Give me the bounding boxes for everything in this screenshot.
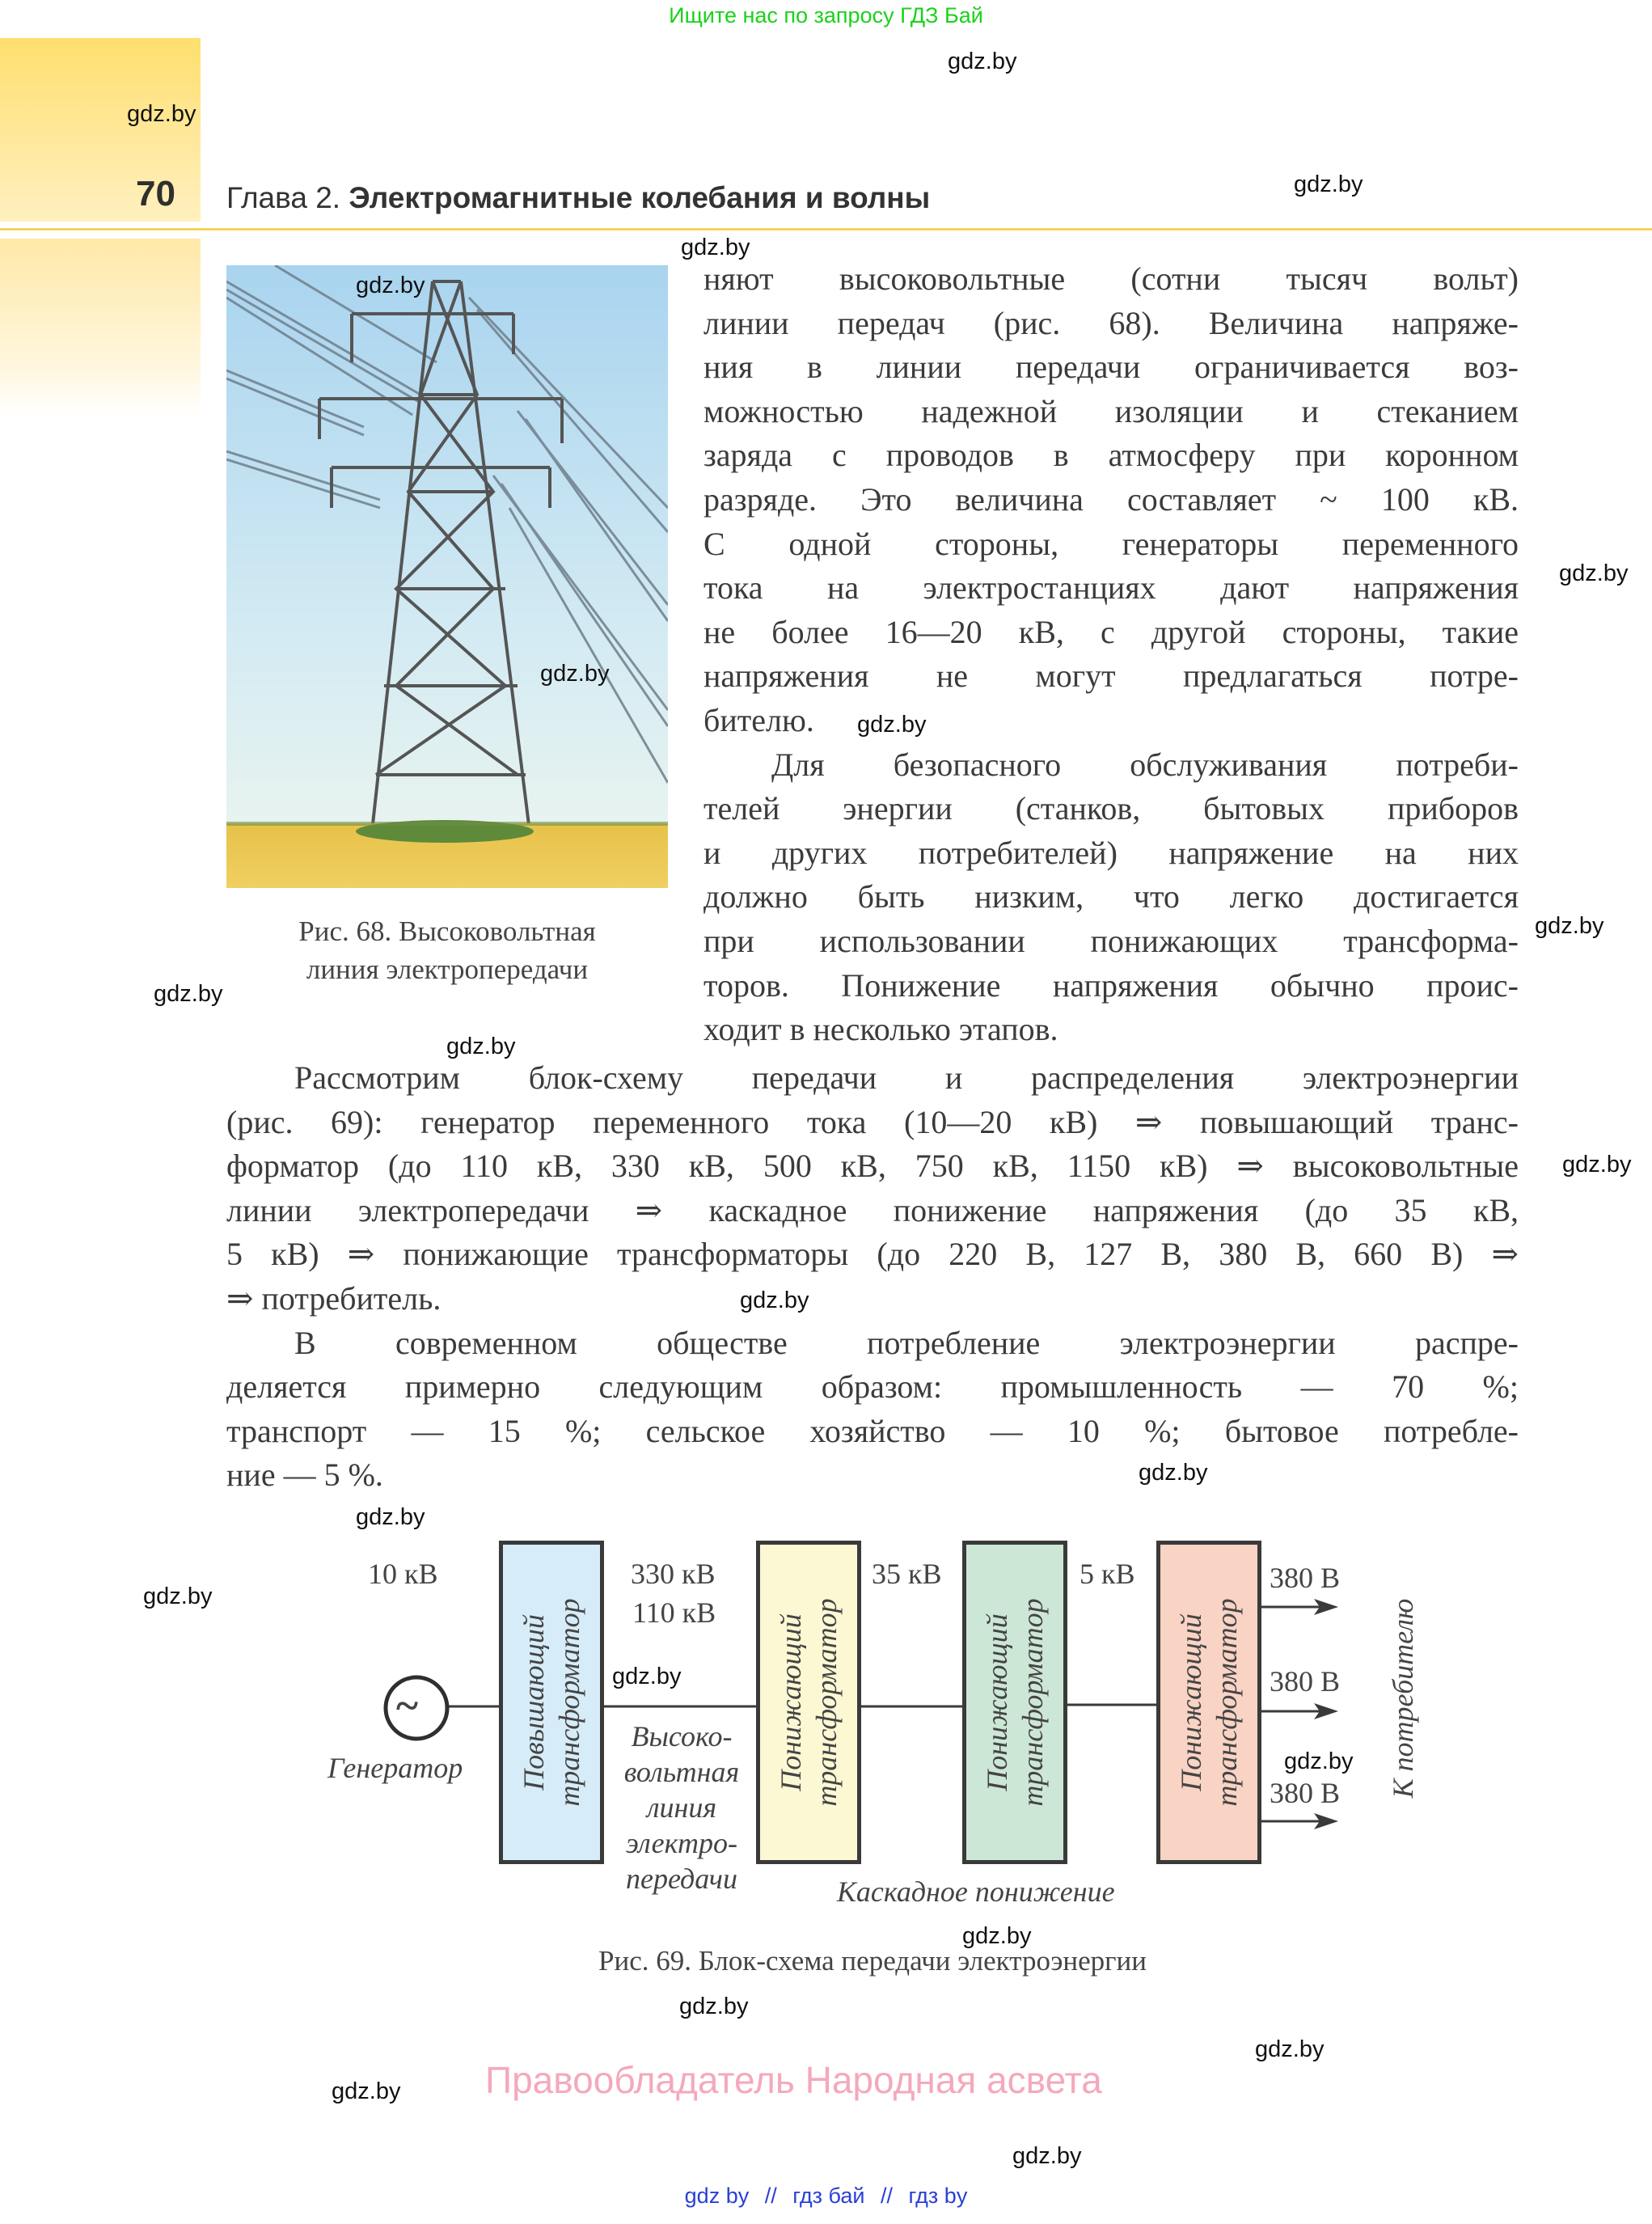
step-up-transformer-box	[499, 1541, 604, 1864]
watermark: gdz.by	[681, 235, 750, 260]
text-line: ходит в несколько этапов.	[703, 1011, 1058, 1048]
text-line: бителю.	[703, 701, 814, 738]
text-line: ⇒ потребитель.	[226, 1279, 442, 1317]
output-voltage-3: 380 В	[1270, 1777, 1341, 1809]
text-line: Для безопасного обслуживания потреби-	[771, 746, 1519, 783]
margin-accent-strip	[0, 239, 201, 416]
watermark: gdz.by	[740, 1287, 809, 1313]
text-line: тока на электростанциях дают напряжения	[703, 569, 1519, 607]
watermark: gdz.by	[127, 101, 196, 127]
text-line: няют высоковольтные (сотни тысяч вольт)	[703, 260, 1519, 297]
text-line: В современном обществе потребление электроэнергии распре-	[294, 1324, 1519, 1361]
page-number: 70	[136, 174, 175, 214]
watermark: gdz.by	[1562, 1152, 1632, 1178]
watermark: gdz.by	[962, 1923, 1032, 1949]
watermark: gdz.by	[1255, 2036, 1325, 2062]
link-separator: //	[881, 2184, 894, 2208]
voltage-5kv: 5 кВ	[1080, 1558, 1135, 1590]
watermark: gdz.by	[1139, 1460, 1208, 1486]
text-line: торов. Понижение напряжения обычно проис-	[703, 966, 1519, 1004]
text-line: Рассмотрим блок-схему передачи и распределения электроэнергии	[294, 1059, 1519, 1096]
watermark: gdz.by	[1284, 1748, 1354, 1774]
step-down-transformer-3-box	[1156, 1541, 1261, 1864]
watermark: gdz.by	[446, 1034, 516, 1059]
box-label: Понижающий трансформатор	[981, 1598, 1049, 1807]
hv-line-label: Высоко- вольтная линия электро- передачи	[623, 1720, 740, 1895]
voltage-hv-330: 330 кВ	[631, 1558, 716, 1590]
link-gdz-by-cyr[interactable]: гдз by	[908, 2184, 968, 2208]
text-line: 5 кВ) ⇒ понижающие трансформаторы (до 220 В, 127 В, 380 В, 660 В) ⇒	[226, 1236, 1519, 1273]
text-line: (рис. 69): генератор переменного тока (10—20 кВ) ⇒ повышающий транс-	[226, 1103, 1519, 1140]
text-line: напряжения не могут предлагаться потре-	[703, 657, 1519, 695]
box-label: Понижающий трансформатор	[1175, 1598, 1243, 1807]
figure-69-diagram	[307, 1520, 1439, 1909]
link-gdz-by[interactable]: gdz by	[684, 2184, 750, 2208]
search-banner: Ищите нас по запросу ГДЗ Бай	[669, 3, 983, 27]
voltage-35kv: 35 кВ	[872, 1558, 942, 1590]
text-line: транспорт — 15 %; сельское хозяйство — 10 %; бытовое потребле-	[226, 1412, 1519, 1449]
caption-line: линия электропередачи	[306, 953, 589, 985]
header-rule	[0, 228, 1652, 230]
text-line: при использовании понижающих трансформа-	[703, 922, 1519, 959]
text-line: можностью надежной изоляции и стеканием	[703, 392, 1519, 429]
watermark: gdz.by	[1535, 913, 1604, 939]
text-line: не более 16—20 кВ, с другой стороны, такие	[703, 613, 1519, 650]
link-gdz-bai[interactable]: гдз бай	[792, 2184, 865, 2208]
output-voltage-2: 380 В	[1270, 1665, 1341, 1698]
watermark: gdz.by	[1012, 2143, 1082, 2169]
text-line: должно быть низким, что легко достигается	[703, 878, 1519, 915]
output-voltage-1: 380 В	[1270, 1562, 1341, 1594]
voltage-generator: 10 кВ	[368, 1558, 438, 1590]
watermark: gdz.by	[154, 981, 223, 1007]
consumer-label: К потребителю	[1387, 1598, 1419, 1799]
text-line: телей энергии (станков, бытовых приборов	[703, 790, 1519, 827]
text-line: линии электропередачи ⇒ каскадное понижение напряжения (до 35 кВ,	[226, 1191, 1519, 1228]
watermark: gdz.by	[1559, 560, 1629, 586]
watermark: gdz.by	[857, 712, 927, 738]
text-line: С одной стороны, генераторы переменного	[703, 525, 1519, 562]
bottom-links	[0, 2184, 1652, 2209]
watermark: gdz.by	[332, 2078, 401, 2104]
box-label: Повышающий трансформатор	[518, 1598, 585, 1807]
text-line: форматор (до 110 кВ, 330 кВ, 500 кВ, 750 кВ, 1150 кВ) ⇒ высоковольтные	[226, 1148, 1519, 1185]
generator-label: Генератор	[327, 1752, 463, 1784]
watermark: gdz.by	[679, 1994, 749, 2019]
caption-line: Рис. 68. Высоковольтная	[298, 915, 596, 947]
watermark: gdz.by	[356, 1504, 425, 1530]
step-down-transformer-1-box	[756, 1541, 861, 1864]
watermark: gdz.by	[948, 49, 1017, 74]
full-width-text	[226, 1056, 1519, 1498]
step-down-transformer-2-box	[962, 1541, 1067, 1864]
rights-holder-notice: Правообладатель Народная асвета	[485, 2059, 1102, 2101]
text-line: деляется примерно следующим образом: промышленность — 70 %;	[226, 1368, 1519, 1406]
right-column-text	[703, 257, 1519, 1052]
voltage-hv-110: 110 кВ	[632, 1596, 716, 1629]
text-line: линии передач (рис. 68). Величина напряже-	[703, 304, 1519, 341]
text-line: ния в линии передачи ограничивается воз-	[703, 349, 1519, 386]
text-line: разряде. Это величина составляет ~ 100 кВ.	[703, 480, 1519, 518]
figure-68-caption	[226, 912, 668, 988]
text-line: заряда с проводов в атмосферу при коронном	[703, 437, 1519, 474]
ac-tilde-icon: ~	[396, 1683, 419, 1729]
figure-69-caption: Рис. 69. Блок-схема передачи электроэнергии	[598, 1945, 1147, 1977]
text-line: и других потребителей) напряжение на них	[703, 834, 1519, 871]
chapter-title	[226, 181, 930, 215]
chapter-prefix: Глава 2.	[226, 181, 341, 214]
figure-68-photo	[226, 265, 668, 888]
chapter-name: Электромагнитные колебания и волны	[349, 181, 931, 214]
cascade-label: Каскадное понижение	[837, 1875, 1115, 1908]
watermark: gdz.by	[356, 273, 425, 298]
link-separator: //	[764, 2184, 777, 2208]
watermark: gdz.by	[612, 1664, 682, 1689]
watermark: gdz.by	[1294, 171, 1363, 197]
text-line: ние — 5 %.	[226, 1457, 383, 1494]
watermark: gdz.by	[143, 1583, 213, 1609]
power-pylon-illustration	[226, 265, 668, 888]
box-label: Понижающий трансформатор	[775, 1598, 843, 1807]
watermark: gdz.by	[540, 661, 610, 687]
